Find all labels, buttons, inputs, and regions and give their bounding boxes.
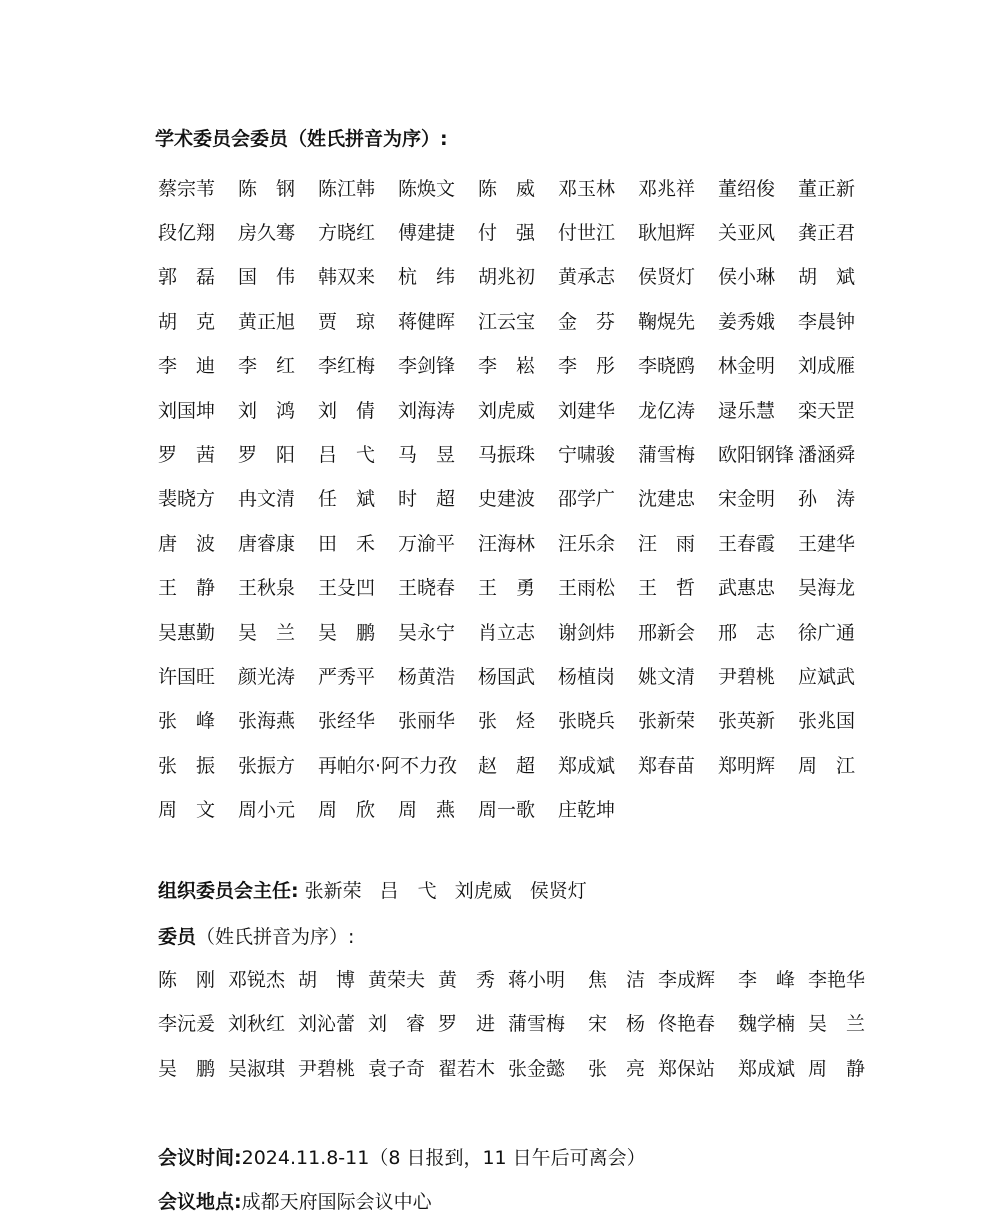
academic-member-grid [158,165,878,831]
academic-member-name: 罗 阳 [238,444,296,467]
academic-member-name: 邓玉林 [558,177,616,200]
academic-member-name: 张海燕 [238,710,296,733]
academic-row [158,520,878,564]
academic-member-name: 许国旺 [158,665,216,688]
academic-member-name: 林金明 [718,355,776,378]
organizing-member-name: 李艳华 [808,968,866,991]
academic-member-name: 周 燕 [398,799,456,822]
academic-row [158,165,878,209]
academic-member-name: 汪 雨 [638,532,696,555]
meeting-time-line [158,1143,646,1170]
academic-member-name: 宋金明 [718,488,776,511]
academic-member-name: 吴永宁 [398,621,456,644]
academic-member-name: 国 伟 [238,266,296,289]
organizing-member-name: 刘沁蕾 [298,1013,356,1036]
academic-member-name: 杨植岗 [558,665,616,688]
academic-member-name: 刘建华 [558,399,616,422]
academic-member-name: 杨国武 [478,665,536,688]
academic-row [158,254,878,298]
academic-member-name: 徐广通 [798,621,856,644]
academic-member-name: 陈 钢 [238,177,296,200]
organizing-members-note: （姓氏拼音为序）: [196,926,355,948]
organizing-members-heading [158,922,354,949]
academic-member-name: 刘海涛 [398,399,456,422]
academic-member-name: 周 江 [798,754,856,777]
organizing-member-name: 佟艳春 [658,1013,716,1036]
academic-member-name: 罗 茜 [158,444,216,467]
academic-member-name: 刘虎威 [478,399,536,422]
academic-member-name: 王 哲 [638,577,696,600]
academic-member-name: 尹碧桃 [718,665,776,688]
organizing-director-name: 张新荣 [304,880,362,902]
academic-member-name: 周 文 [158,799,216,822]
academic-member-name: 段亿翔 [158,222,216,245]
academic-member-name: 黄承志 [558,266,616,289]
academic-member-name: 陈 威 [478,177,536,200]
academic-member-name: 贾 琼 [318,310,376,333]
academic-member-name: 董正新 [798,177,856,200]
academic-member-name: 张丽华 [398,710,456,733]
academic-row [158,565,878,609]
meeting-place-value: 成都天府国际会议中心 [241,1191,432,1213]
organizing-member-name: 尹碧桃 [298,1057,356,1080]
organizing-member-name: 郑成斌 [738,1057,796,1080]
meeting-time-value: 2024.11.8-11（8 日报到，11 日午后可离会） [241,1147,646,1169]
academic-member-name: 吴 鹏 [318,621,376,644]
organizing-members-label: 委员 [158,926,197,948]
academic-member-name: 栾天罡 [798,399,856,422]
academic-member-name: 应斌武 [798,665,856,688]
academic-member-name: 方晓红 [318,222,376,245]
academic-member-name: 张英新 [718,710,776,733]
organizing-member-name: 宋 杨 [588,1013,646,1036]
academic-member-name: 武惠忠 [718,577,776,600]
academic-member-name: 吴惠勤 [158,621,216,644]
organizing-director-label: 组织委员会主任: [158,880,299,902]
academic-member-name: 李 迪 [158,355,216,378]
organizing-member-name: 焦 洁 [588,968,646,991]
academic-member-name: 裴晓方 [158,488,216,511]
organizing-member-name: 刘秋红 [228,1013,286,1036]
academic-member-name: 王春霞 [718,532,776,555]
organizing-member-name: 李 峰 [738,968,796,991]
academic-member-name: 张振方 [238,754,296,777]
academic-member-name: 任 斌 [318,488,376,511]
academic-member-name: 姚文清 [638,665,696,688]
organizing-director-name: 吕 弋 [379,880,437,902]
organizing-member-name: 翟若木 [438,1057,496,1080]
academic-member-name: 王殳凹 [318,577,376,600]
academic-member-name: 侯小琳 [718,266,776,289]
academic-member-name: 沈建忠 [638,488,696,511]
organizing-member-name: 张金懿 [508,1057,566,1080]
academic-member-name: 马振珠 [478,444,536,467]
academic-member-name: 侯贤灯 [638,266,696,289]
organizing-member-name: 邓锐杰 [228,968,286,991]
academic-member-name: 再帕尔·阿不力孜 [318,754,458,777]
organizing-member-name: 郑保站 [658,1057,716,1080]
organizing-member-name: 李成辉 [658,968,716,991]
academic-member-name: 张 峰 [158,710,216,733]
academic-member-name: 鞠熀先 [638,310,696,333]
organizing-member-name: 胡 博 [298,968,356,991]
academic-member-name: 汪海林 [478,532,536,555]
academic-row [158,698,878,742]
academic-member-name: 田 禾 [318,532,376,555]
academic-member-name: 李 红 [238,355,296,378]
academic-member-name: 邢 志 [718,621,776,644]
academic-member-name: 王 静 [158,577,216,600]
academic-row [158,343,878,387]
academic-member-name: 耿旭辉 [638,222,696,245]
academic-row [158,609,878,653]
organizing-member-name: 张 亮 [588,1057,646,1080]
academic-member-name: 胡 克 [158,310,216,333]
organizing-member-name: 蒋小明 [508,968,566,991]
organizing-member-name: 刘 睿 [368,1013,426,1036]
academic-member-name: 王雨松 [558,577,616,600]
academic-row [158,786,878,830]
academic-member-name: 潘涵舜 [798,444,856,467]
academic-member-name: 周 欣 [318,799,376,822]
academic-member-name: 韩双来 [318,266,376,289]
meeting-place-line [158,1187,432,1214]
academic-member-name: 李晨钟 [798,310,856,333]
organizing-member-name: 魏学楠 [738,1013,796,1036]
organizing-member-name: 吴 鹏 [158,1057,216,1080]
academic-member-name: 唐睿康 [238,532,296,555]
academic-member-name: 房久骞 [238,222,296,245]
academic-member-name: 郭 磊 [158,266,216,289]
academic-member-name: 李晓鸥 [638,355,696,378]
organizing-director-name: 刘虎威 [454,880,512,902]
academic-member-name: 胡 斌 [798,266,856,289]
academic-member-name: 邓兆祥 [638,177,696,200]
academic-member-name: 吴 兰 [238,621,296,644]
academic-member-name: 蒲雪梅 [638,444,696,467]
academic-member-name: 胡兆初 [478,266,536,289]
academic-member-name: 严秀平 [318,665,376,688]
academic-member-name: 张 振 [158,754,216,777]
academic-row [158,742,878,786]
academic-member-name: 邵学广 [558,488,616,511]
organizing-member-name: 陈 刚 [158,968,216,991]
academic-member-name: 肖立志 [478,621,536,644]
organizing-member-name: 黄荣夫 [368,968,426,991]
academic-row [158,298,878,342]
academic-member-name: 张晓兵 [558,710,616,733]
academic-member-name: 龙亿涛 [638,399,696,422]
academic-member-name: 杭 纬 [398,266,456,289]
academic-committee-heading: 学术委员会委员（姓氏拼音为序）: [155,128,448,150]
organizing-member-name: 袁子奇 [368,1057,426,1080]
academic-member-name: 刘国坤 [158,399,216,422]
academic-member-name: 傅建捷 [398,222,456,245]
academic-member-name: 郑春苗 [638,754,696,777]
academic-member-name: 庄乾坤 [558,799,616,822]
academic-member-name: 李 崧 [478,355,536,378]
organizing-director-name: 侯贤灯 [529,880,587,902]
organizing-member-name: 蒲雪梅 [508,1013,566,1036]
academic-member-name: 刘成雁 [798,355,856,378]
academic-member-name: 龚正君 [798,222,856,245]
academic-member-name: 刘 鸿 [238,399,296,422]
academic-row [158,387,878,431]
academic-member-name: 吴海龙 [798,577,856,600]
academic-member-name: 周一歌 [478,799,536,822]
academic-member-name: 郑成斌 [558,754,616,777]
academic-member-name: 江云宝 [478,310,536,333]
academic-member-name: 马 昱 [398,444,456,467]
academic-member-name: 杨黄浩 [398,665,456,688]
academic-member-name: 汪乐余 [558,532,616,555]
organizing-directors-line [158,876,605,903]
academic-member-name: 周小元 [238,799,296,822]
academic-member-name: 颜光涛 [238,665,296,688]
academic-member-name: 黄正旭 [238,310,296,333]
organizing-member-name: 李沅爰 [158,1013,216,1036]
academic-member-name: 蒋健晖 [398,310,456,333]
academic-member-name: 刘 倩 [318,399,376,422]
academic-member-name: 陈焕文 [398,177,456,200]
academic-member-name: 李 彤 [558,355,616,378]
organizing-member-name: 周 静 [808,1057,866,1080]
academic-member-name: 付世江 [558,222,616,245]
academic-member-name: 金 芬 [558,310,616,333]
academic-member-name: 李红梅 [318,355,376,378]
academic-member-name: 张新荣 [638,710,696,733]
academic-row [158,653,878,697]
academic-member-name: 付 强 [478,222,536,245]
academic-member-name: 张兆国 [798,710,856,733]
academic-member-name: 谢剑炜 [558,621,616,644]
academic-member-name: 王秋泉 [238,577,296,600]
academic-member-name: 王 勇 [478,577,536,600]
academic-member-name: 赵 超 [478,754,536,777]
academic-member-name: 董绍俊 [718,177,776,200]
academic-member-name: 张 烃 [478,710,536,733]
academic-member-name: 邢新会 [638,621,696,644]
academic-member-name: 郑明辉 [718,754,776,777]
academic-member-name: 孙 涛 [798,488,856,511]
academic-member-name: 宁啸骏 [558,444,616,467]
academic-row [158,476,878,520]
academic-row [158,209,878,253]
organizing-director-list [305,880,605,902]
meeting-time-label: 会议时间: [158,1147,242,1169]
academic-member-name: 李剑锋 [398,355,456,378]
academic-member-name: 王建华 [798,532,856,555]
academic-row [158,431,878,475]
organizing-member-name: 吴淑琪 [228,1057,286,1080]
academic-member-name: 逯乐慧 [718,399,776,422]
academic-member-name: 冉文清 [238,488,296,511]
academic-member-name: 关亚风 [718,222,776,245]
organizing-member-name: 黄 秀 [438,968,496,991]
academic-member-name: 吕 弋 [318,444,376,467]
academic-member-name: 姜秀娥 [718,310,776,333]
meeting-place-label: 会议地点: [158,1191,242,1213]
academic-member-name: 蔡宗苇 [158,177,216,200]
academic-member-name: 欧阳钢锋 [718,444,795,467]
organizing-member-name: 罗 进 [438,1013,496,1036]
organizing-member-name: 吴 兰 [808,1013,866,1036]
academic-member-name: 陈江韩 [318,177,376,200]
academic-member-name: 史建波 [478,488,536,511]
academic-member-name: 万渝平 [398,532,456,555]
academic-member-name: 王晓春 [398,577,456,600]
academic-member-name: 时 超 [398,488,456,511]
academic-member-name: 唐 波 [158,532,216,555]
academic-member-name: 张经华 [318,710,376,733]
